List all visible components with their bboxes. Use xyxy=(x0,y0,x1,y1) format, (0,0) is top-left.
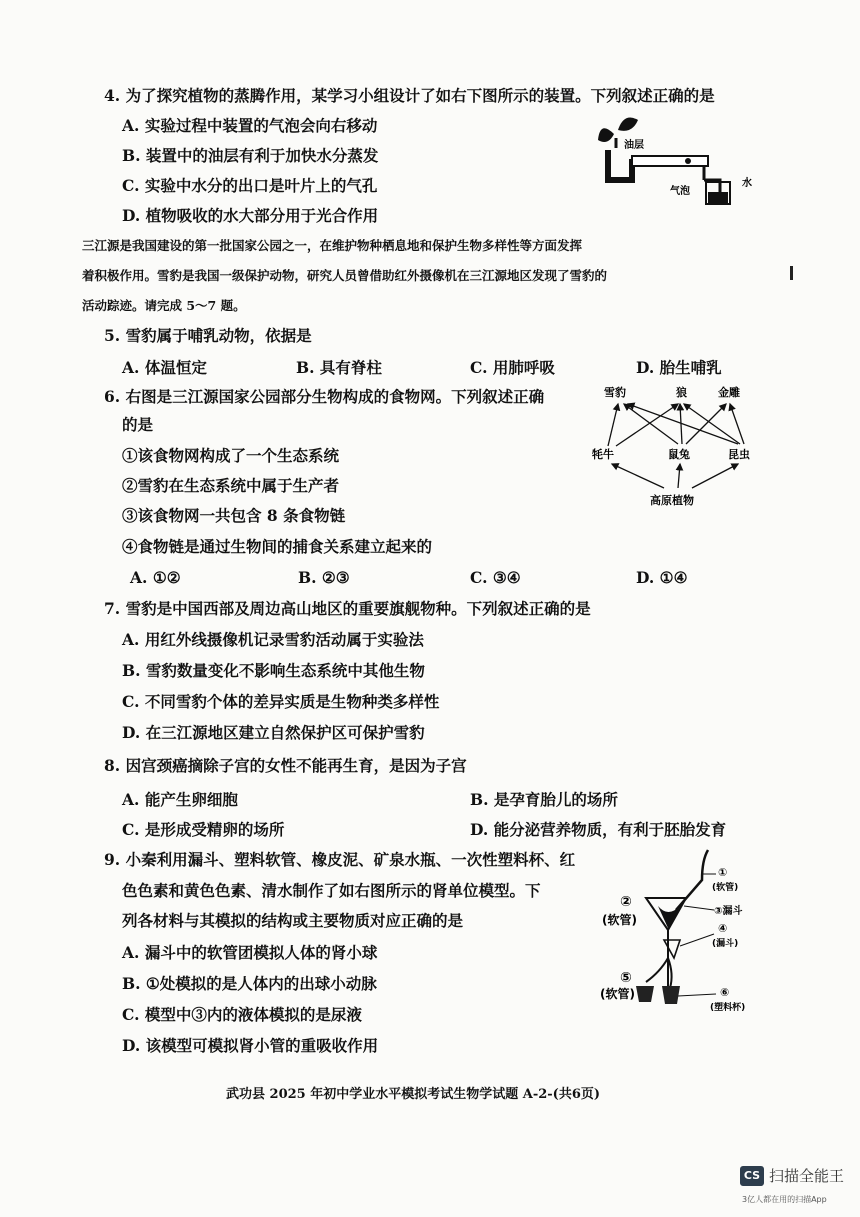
q6-statement-3: ③该食物网一共包含 8 条食物链 xyxy=(122,506,346,525)
q4-option-d: D. 植物吸收的水大部分用于光合作用 xyxy=(122,206,379,225)
q6-statement-1: ①该食物网构成了一个生态系统 xyxy=(122,446,340,465)
nephron-note-6: (塑料杯) xyxy=(710,1003,746,1013)
q6-option-a: A. ①② xyxy=(130,568,181,587)
bubble-marker xyxy=(685,158,691,164)
scanner-app-name: 扫描全能王 xyxy=(769,1167,845,1185)
q7-option-d: D. 在三江源地区建立自然保护区可保护雪豹 xyxy=(122,723,425,742)
q6-stem-line-1: 6. 右图是三江源国家公园部分生物构成的食物网。下列叙述正确 xyxy=(104,387,545,406)
passage-line-2: 着积极作用。雪豹是我国一级保护动物，研究人员曾借助红外摄像机在三江源地区发现了雪豹的 xyxy=(82,268,608,283)
food-web-insect: 昆虫 xyxy=(728,448,750,461)
q4-option-c: C. 实验中水分的出口是叶片上的气孔 xyxy=(122,176,378,195)
nephron-label-4: ④ xyxy=(718,922,728,935)
cup-shape xyxy=(636,986,654,1002)
food-web-arrows xyxy=(608,404,744,488)
q9-stem-line-3: 列各材料与其模拟的结构或主要物质对应正确的是 xyxy=(122,911,464,930)
q8-option-d: D. 能分泌营养物质，有利于胚胎发育 xyxy=(470,820,727,839)
tube-coil xyxy=(658,906,680,928)
q8-option-c: C. 是形成受精卵的场所 xyxy=(122,820,285,839)
q6-option-d: D. ①④ xyxy=(636,568,688,587)
food-web-plants: 高原植物 xyxy=(650,494,694,507)
nephron-note-2: (软管) xyxy=(602,913,637,927)
nephron-label-1: ① xyxy=(718,866,728,879)
food-web-pika: 鼠兔 xyxy=(668,448,690,461)
q7-stem: 7. 雪豹是中国西部及周边高山地区的重要旗舰物种。下列叙述正确的是 xyxy=(104,599,591,618)
q9-option-c: C. 模型中③内的液体模拟的是尿液 xyxy=(122,1005,362,1024)
scanner-tagline: 3亿人都在用的扫描App xyxy=(742,1195,827,1204)
nephron-label-2: ② xyxy=(620,894,632,910)
nephron-note-4: (漏斗) xyxy=(712,939,739,949)
q9-option-b: B. ①处模拟的是人体内的出球小动脉 xyxy=(122,974,377,993)
q6-option-c: C. ③④ xyxy=(470,568,521,587)
q4-option-a: A. 实验过程中装置的气泡会向右移动 xyxy=(122,116,378,135)
scanner-watermark xyxy=(740,1162,852,1212)
page-footer: 武功县 2025 年初中学业水平模拟考试生物学试题 A-2-(共6页) xyxy=(226,1087,601,1102)
leaf-shape xyxy=(598,128,614,142)
nephron-note-1: (软管) xyxy=(712,883,739,893)
q5-stem: 5. 雪豹属于哺乳动物，依据是 xyxy=(104,326,312,345)
q6-statement-4: ④食物链是通过生物间的捕食关系建立起来的 xyxy=(122,537,433,556)
q5-option-d: D. 胎生哺乳 xyxy=(636,358,722,377)
scan-edge-mark xyxy=(790,266,793,280)
nephron-label-5: ⑤ xyxy=(620,970,632,986)
food-web-snow-leopard: 雪豹 xyxy=(604,386,626,399)
horizontal-tube xyxy=(632,156,708,166)
cup-shape xyxy=(662,986,680,1004)
water-label: 水 xyxy=(742,178,752,189)
q6-statement-2: ②雪豹在生态系统中属于生产者 xyxy=(122,476,340,495)
q7-option-c: C. 不同雪豹个体的差异实质是生物种类多样性 xyxy=(122,692,440,711)
nephron-model-figure xyxy=(590,846,760,1022)
nephron-label-6: ⑥ xyxy=(720,986,730,999)
q9-option-d: D. 该模型可模拟肾小管的重吸收作用 xyxy=(122,1036,379,1055)
oil-label: 油层 xyxy=(624,140,644,151)
q8-stem: 8. 因宫颈癌摘除子宫的女性不能再生育，是因为子宫 xyxy=(104,756,467,775)
bubble-label: 气泡 xyxy=(670,186,690,197)
q4-stem: 4. 为了探究植物的蒸腾作用，某学习小组设计了如右下图所示的装置。下列叙述正确的是 xyxy=(104,86,715,105)
q8-option-a: A. 能产生卵细胞 xyxy=(122,790,238,809)
q9-stem-line-2: 色色素和黄色色素、清水制作了如右图所示的肾单位模型。下 xyxy=(122,881,541,900)
q5-option-c: C. 用肺呼吸 xyxy=(470,358,555,377)
leaf-shape xyxy=(618,118,638,131)
food-web-eagle: 金雕 xyxy=(718,386,740,399)
q7-option-b: B. 雪豹数量变化不影响生态系统中其他生物 xyxy=(122,661,425,680)
q7-option-a: A. 用红外线摄像机记录雪豹活动属于实验法 xyxy=(122,630,424,649)
nephron-label-3: ③漏斗 xyxy=(714,906,743,917)
q9-stem-line-1: 9. 小秦利用漏斗、塑料软管、橡皮泥、矿泉水瓶、一次性塑料杯、红 xyxy=(104,850,576,869)
passage-line-1: 三江源是我国建设的第一批国家公园之一，在维护物种栖息地和保护生物多样性等方面发挥 xyxy=(82,238,583,253)
q5-option-a: A. 体温恒定 xyxy=(122,358,207,377)
transpiration-apparatus-figure xyxy=(592,112,762,212)
nephron-note-5: (软管) xyxy=(600,987,635,1001)
food-web-yak: 牦牛 xyxy=(592,448,614,461)
food-web-wolf: 狼 xyxy=(676,386,687,399)
q8-option-b: B. 是孕育胎儿的场所 xyxy=(470,790,618,809)
passage-line-3: 活动踪迹。请完成 5～7 题。 xyxy=(82,298,246,313)
q5-option-b: B. 具有脊柱 xyxy=(296,358,382,377)
scanner-logo-icon: CS xyxy=(740,1166,764,1186)
q6-option-b: B. ②③ xyxy=(298,568,350,587)
q9-option-a: A. 漏斗中的软管团模拟人体的肾小球 xyxy=(122,943,378,962)
food-web-figure xyxy=(588,384,758,512)
q4-option-b: B. 装置中的油层有利于加快水分蒸发 xyxy=(122,146,379,165)
q6-stem-line-2: 的是 xyxy=(122,415,154,434)
